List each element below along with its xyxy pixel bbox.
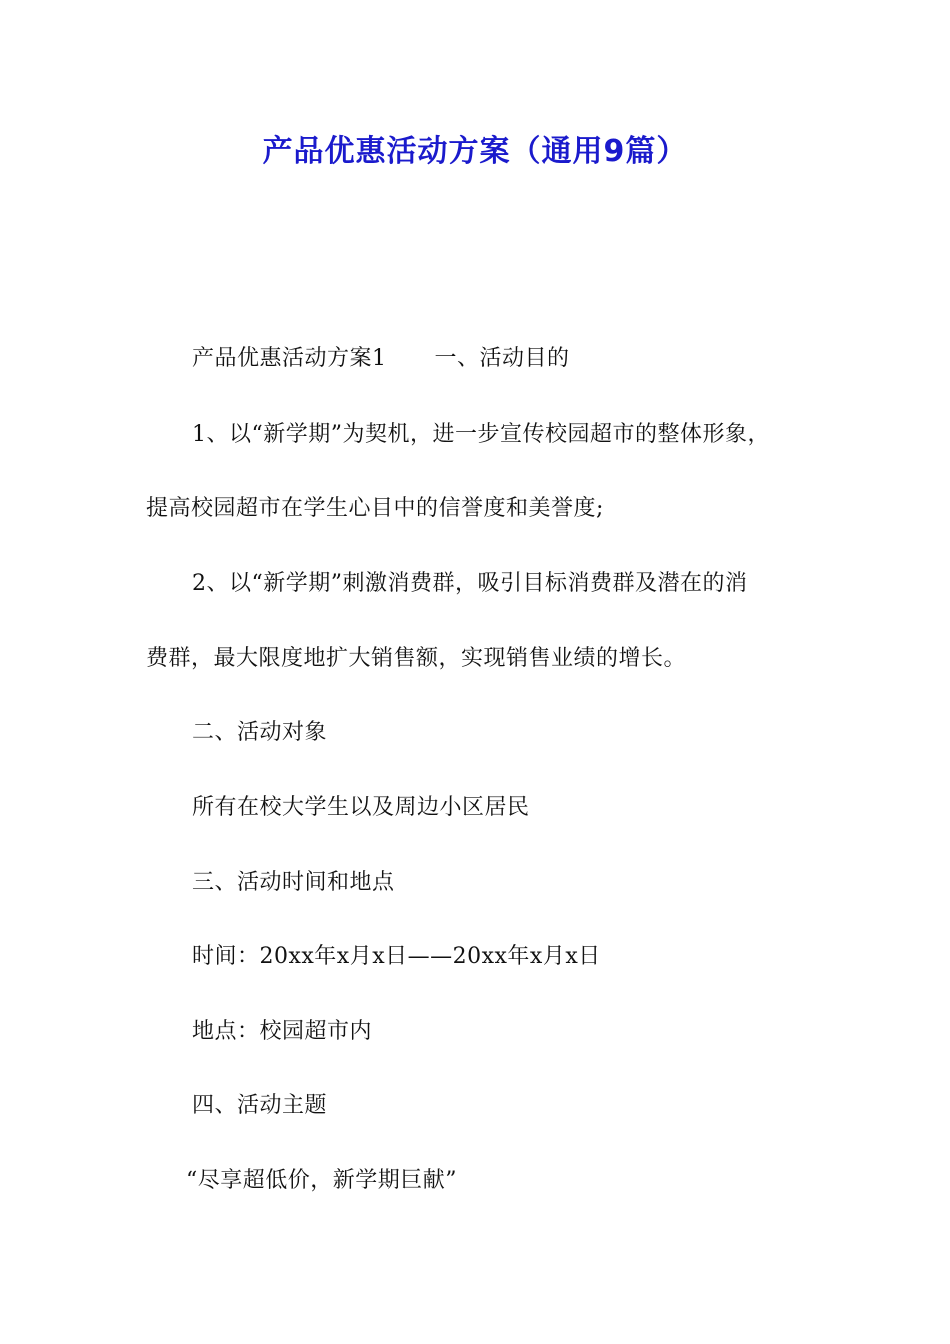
- heading-activity-target: 二、活动对象: [192, 720, 328, 745]
- activity-theme: “尽享超低价，新学期巨献”: [186, 1168, 457, 1193]
- purpose-item-1-line-1: 1、以“新学期”为契机，进一步宣传校园超市的整体形象，: [192, 422, 770, 447]
- heading-activity-theme: 四、活动主题: [192, 1093, 328, 1118]
- heading-activity-purpose: 一、活动目的: [434, 346, 570, 371]
- activity-place: 地点：校园超市内: [192, 1019, 373, 1044]
- purpose-item-2-line-1: 2、以“新学期”刺激消费群，吸引目标消费群及潜在的消: [192, 571, 748, 596]
- first-paragraph: [192, 344, 570, 374]
- purpose-item-1-line-2: 提高校园超市在学生心目中的信誉度和美誉度;: [146, 496, 604, 521]
- section-heading: 产品优惠活动方案1: [192, 346, 387, 371]
- heading-time-and-place: 三、活动时间和地点: [192, 870, 395, 895]
- target-description: 所有在校大学生以及周边小区居民: [192, 795, 530, 820]
- document-title: 产品优惠活动方案（通用9篇）: [262, 134, 688, 169]
- purpose-item-2-line-2: 费群，最大限度地扩大销售额，实现销售业绩的增长。: [146, 646, 687, 671]
- activity-time: 时间：20xx年x月x日——20xx年x月x日: [192, 944, 601, 969]
